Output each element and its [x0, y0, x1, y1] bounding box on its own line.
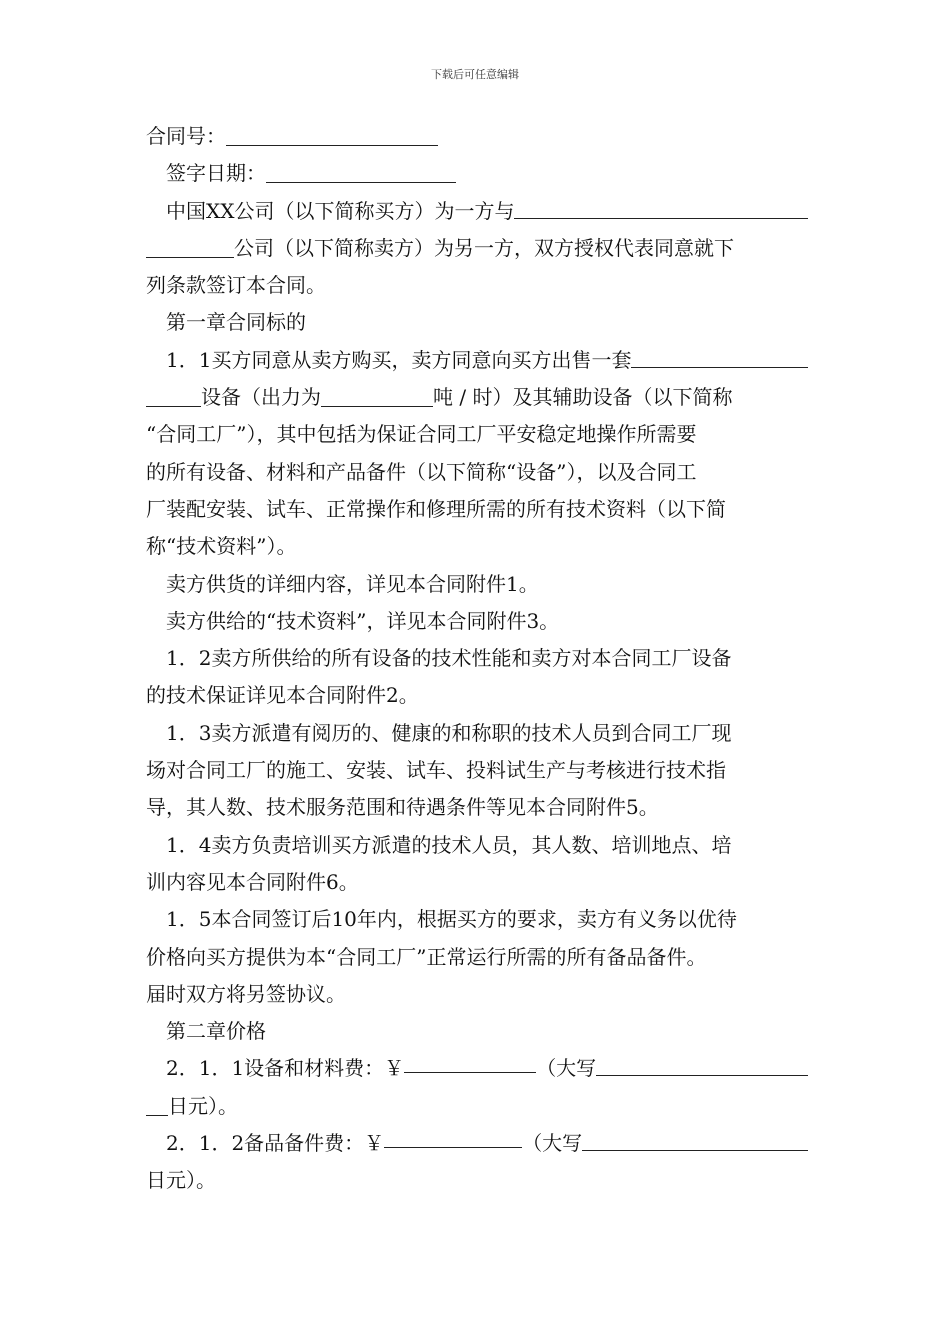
clause-2-1-2-line-a	[146, 1125, 808, 1162]
intro-text-1: 中国XX公司（以下简称买方）为一方与	[166, 198, 515, 223]
tech-docs-text: 卖方供给的“技术资料”，详见本合同附件3。	[166, 608, 560, 633]
equipment-fee-words-blank-cont	[146, 1093, 168, 1116]
clause-2-1-2-text-b: （大写	[522, 1131, 583, 1156]
clause-1-5-text-b: 价格向买方提供为本“合同工厂”正常运行所需的所有备品备件。	[146, 944, 707, 969]
clause-1-1-text-c: “合同工厂”），其中包括为保证合同工厂平安稳定地操作所需要	[146, 422, 697, 447]
intro-line-1	[146, 193, 808, 230]
clause-2-1-1-text-c: 日元）。	[168, 1093, 238, 1118]
clause-1-1-line-b	[146, 379, 808, 416]
equipment-fee-words-blank	[596, 1050, 808, 1076]
spare-parts-fee-words-blank	[582, 1125, 808, 1151]
sign-date-line	[146, 155, 808, 192]
equipment-name-blank-b	[146, 384, 201, 407]
chapter-1-title: 第一章合同标的	[166, 310, 306, 335]
clause-2-1-2-text-a: 2．1．2备品备件费：￥	[166, 1131, 385, 1156]
clause-1-4-text-b: 训内容见本合同附件6。	[146, 869, 359, 894]
clause-1-1-text-e: 厂装配安装、试车、正常操作和修理所需的所有技术资料（以下简	[146, 496, 726, 521]
seller-name-blank	[146, 235, 234, 258]
clause-1-3-text-b: 场对合同工厂的施工、安装、试车、投料试生产与考核进行技术指	[146, 758, 726, 783]
output-capacity-blank	[321, 384, 433, 407]
clause-2-1-1-line-a	[146, 1050, 808, 1087]
clause-1-1-text-f: 称“技术资料”）。	[146, 534, 297, 559]
clause-2-1-1-text-b: （大写	[536, 1056, 597, 1081]
page-header-note: 下载后可任意编辑	[431, 68, 519, 81]
party-name-blank	[514, 193, 808, 219]
clause-1-1-text-a: 1．1买方同意从卖方购买，卖方同意向买方出售一套	[166, 347, 632, 372]
equipment-name-blank-a	[631, 342, 808, 368]
contract-number-line	[146, 118, 808, 155]
clause-1-2-text-a: 1．2卖方所供给的所有设备的技术性能和卖方对本合同工厂设备	[166, 646, 732, 671]
supply-detail-text: 卖方供货的详细内容，详见本合同附件1。	[166, 571, 539, 596]
contract-number-label: 合同号：	[146, 124, 226, 148]
sign-date-blank	[266, 160, 456, 183]
clause-1-3-text-c: 导，其人数、技术服务范围和待遇条件等见本合同附件5。	[146, 795, 659, 820]
clause-1-5-text-a: 1．5本合同签订后10年内，根据买方的要求，卖方有义务以优待	[166, 907, 737, 932]
clause-1-1-text-b1: 设备（出力为	[201, 385, 321, 410]
intro-text-3: 列条款签订本合同。	[146, 273, 326, 298]
intro-text-2: 公司（以下简称卖方）为另一方，双方授权代表同意就下	[234, 235, 734, 260]
chapter-2-title: 第二章价格	[166, 1019, 266, 1044]
clause-2-1-1-text-a: 2．1．1设备和材料费：￥	[166, 1056, 405, 1081]
contract-number-blank	[226, 123, 438, 146]
equipment-fee-blank	[404, 1050, 536, 1073]
clause-1-4-text-a: 1．4卖方负责培训买方派遣的技术人员，其人数、培训地点、培	[166, 832, 732, 857]
clause-1-3-text-a: 1．3卖方派遣有阅历的、健康的和称职的技术人员到合同工厂现	[166, 720, 732, 745]
clause-1-1-text-b2: 吨 / 时）及其辅助设备（以下简称	[433, 385, 733, 410]
clause-2-1-1-line-b	[146, 1088, 808, 1125]
clause-1-1-text-d: 的所有设备、材料和产品备件（以下简称“设备”），以及合同工	[146, 459, 697, 484]
sign-date-label: 签字日期：	[166, 161, 266, 186]
clause-1-5-text-c: 届时双方将另签协议。	[146, 981, 346, 1006]
clause-1-1-line-a	[146, 342, 808, 379]
clause-1-2-text-b: 的技术保证详见本合同附件2。	[146, 683, 419, 708]
contract-body	[146, 118, 808, 1200]
clause-2-1-2-text-c: 日元）。	[146, 1168, 216, 1193]
intro-line-2	[146, 230, 808, 267]
spare-parts-fee-blank	[384, 1125, 522, 1148]
